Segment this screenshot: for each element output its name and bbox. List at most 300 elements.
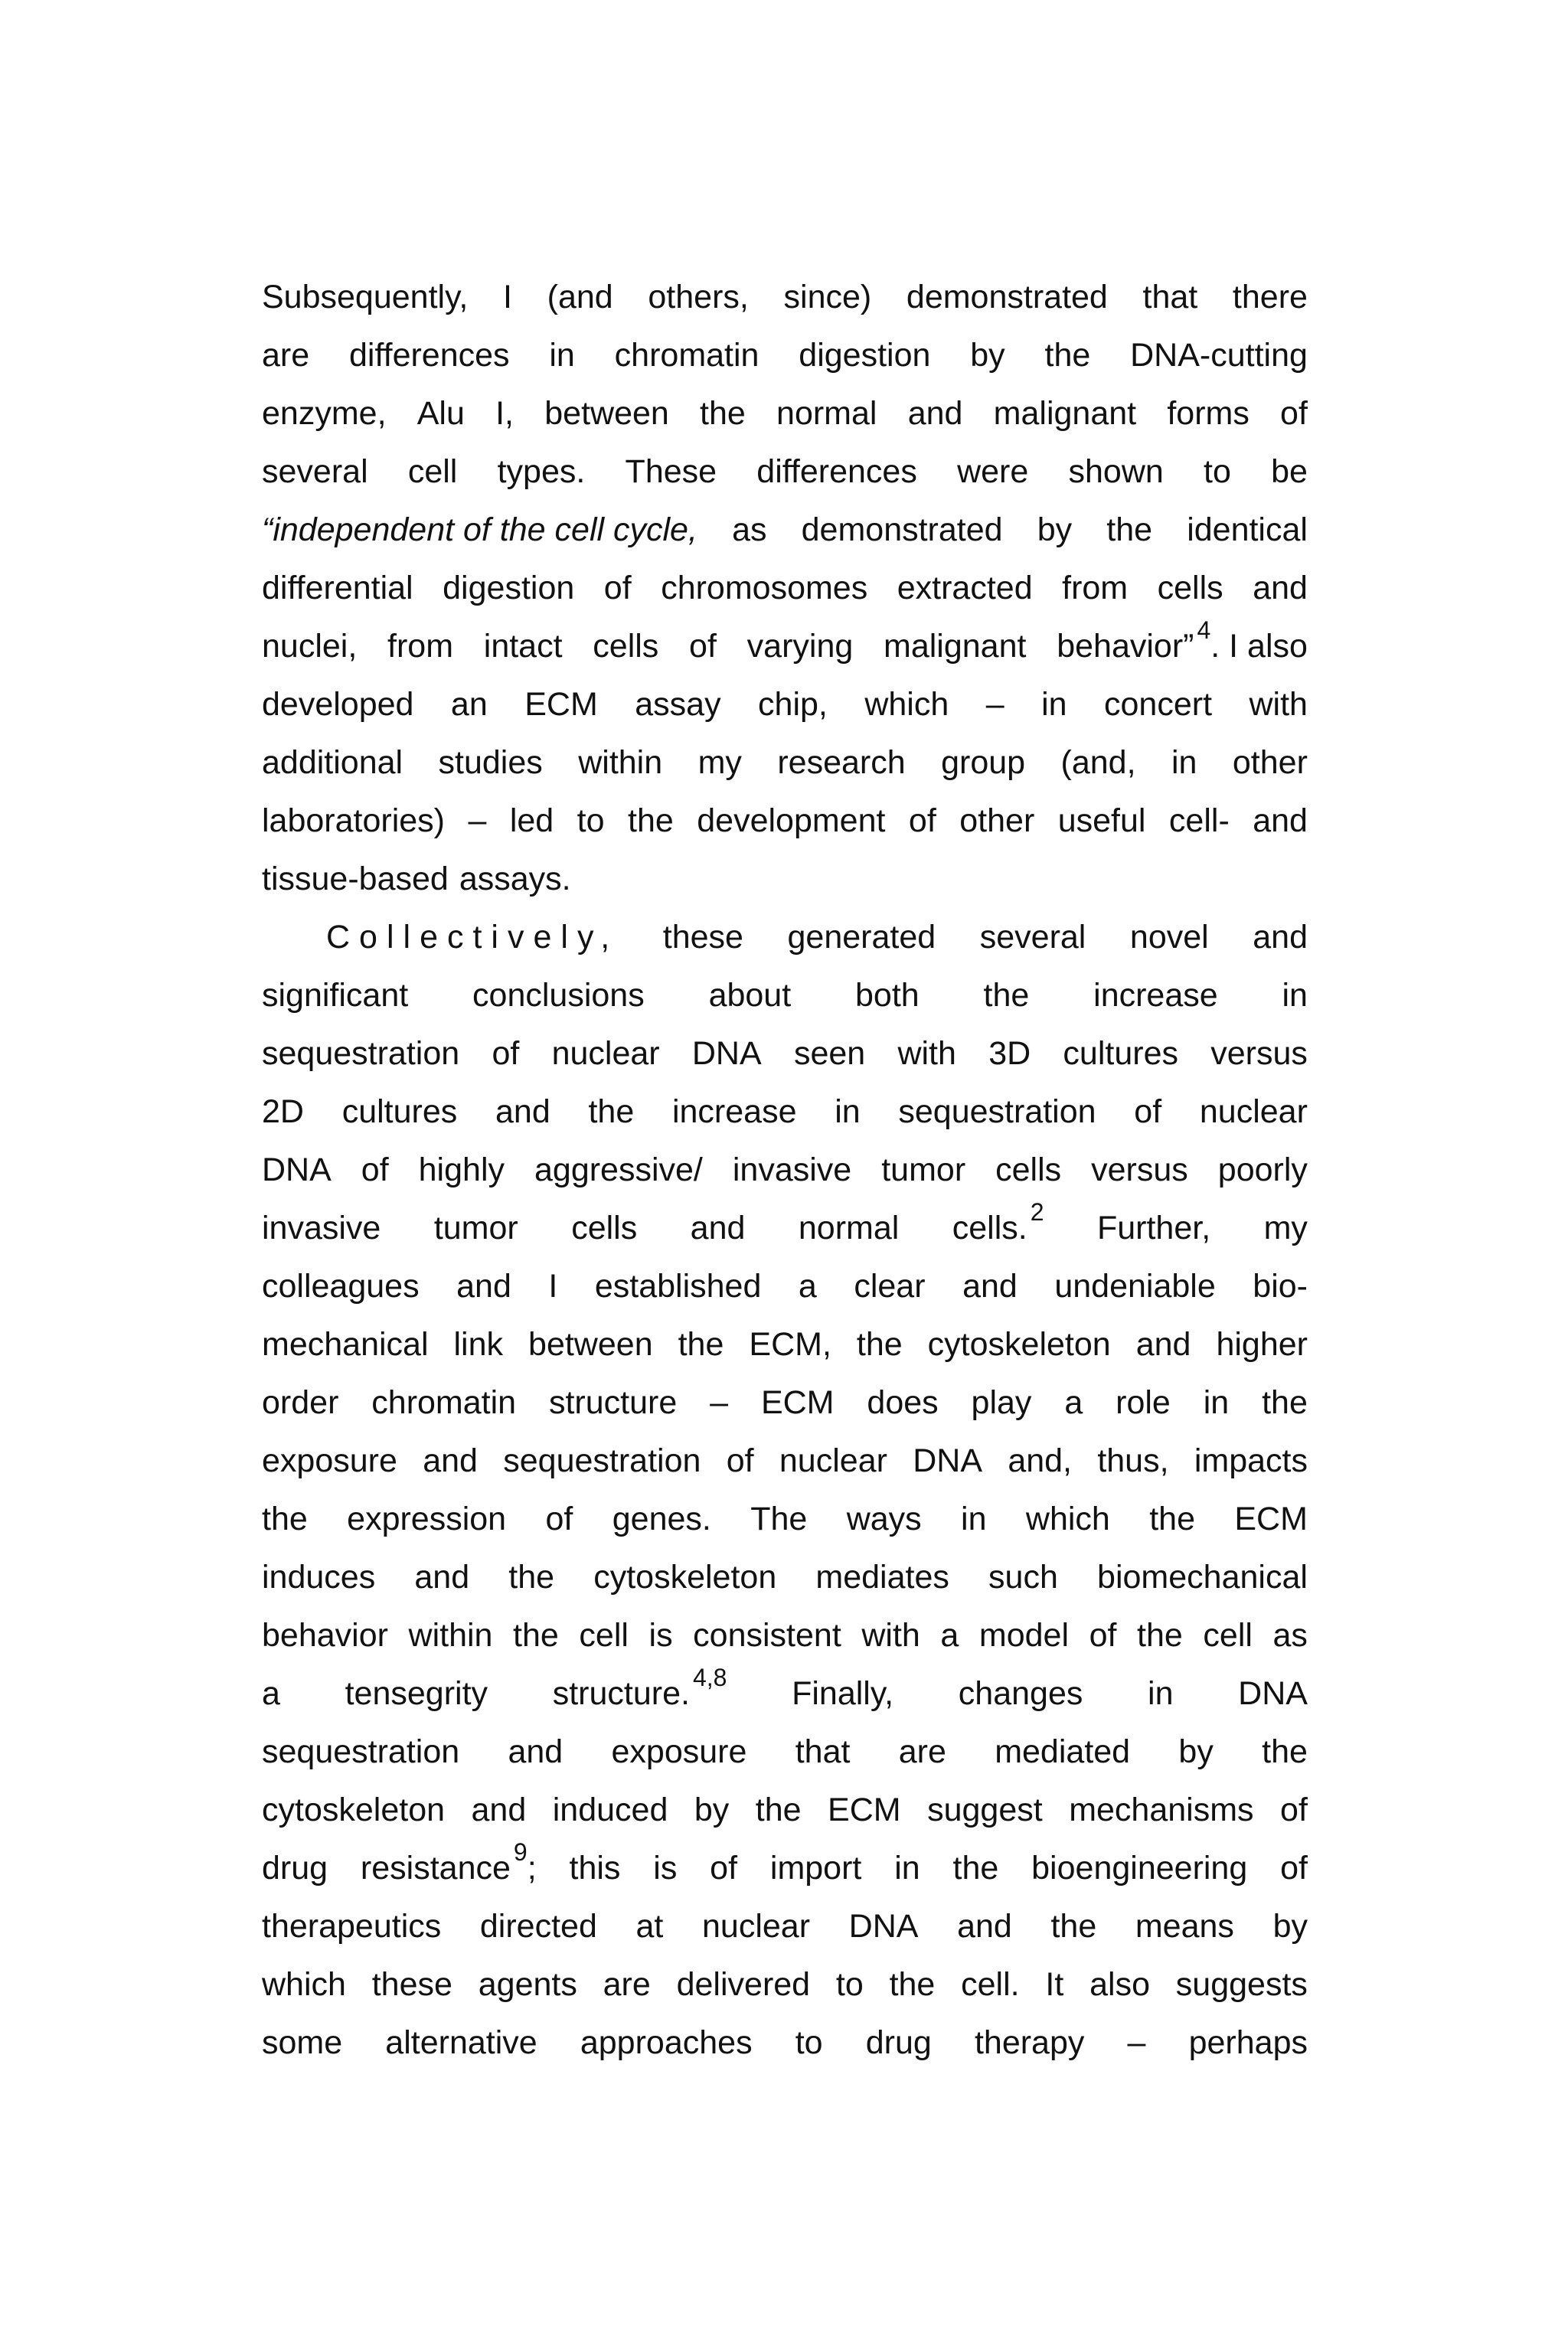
- word: ECM,: [749, 1326, 831, 1363]
- word: the: [1262, 1733, 1308, 1770]
- word: ECM: [1234, 1501, 1308, 1537]
- text-line: [262, 2014, 1308, 2072]
- word: assays.: [459, 861, 571, 897]
- word: shown: [1068, 453, 1164, 490]
- word: of: [603, 570, 632, 606]
- word: development: [697, 802, 886, 839]
- body-text: [262, 268, 1308, 2072]
- text-line: [262, 966, 1308, 1024]
- word: normal: [798, 1210, 900, 1246]
- word: 3D: [988, 1035, 1031, 1072]
- word: enzyme,: [262, 395, 387, 432]
- word: cell: [579, 1617, 629, 1654]
- word: both: [855, 977, 920, 1014]
- word: mediated: [995, 1733, 1131, 1770]
- word: and: [471, 1792, 527, 1828]
- word: ;: [527, 1850, 537, 1886]
- word: sequestration: [262, 1733, 460, 1770]
- word: chromatin: [614, 337, 760, 374]
- word: normal: [776, 395, 877, 432]
- word: assay: [635, 686, 721, 723]
- word: Subsequently,: [262, 279, 469, 315]
- word: nuclear: [1199, 1093, 1308, 1130]
- word: versus: [1091, 1152, 1188, 1188]
- word: and: [1253, 570, 1308, 606]
- word: Collectively,: [326, 919, 619, 956]
- word: other: [959, 802, 1035, 839]
- word: and,: [1008, 1442, 1073, 1479]
- word: in: [549, 337, 575, 374]
- word: Finally,: [792, 1675, 894, 1712]
- word: cells.: [952, 1210, 1027, 1246]
- word: ECM: [760, 1384, 835, 1421]
- word: a: [262, 1675, 280, 1712]
- word: in: [1041, 686, 1067, 723]
- word: –: [1127, 2024, 1146, 2061]
- word: a: [940, 1617, 959, 1654]
- text-line: [262, 559, 1308, 617]
- word: seen: [793, 1035, 866, 1072]
- word: suggest: [927, 1792, 1043, 1828]
- word: cell.: [961, 1966, 1020, 2003]
- word: malignant: [993, 395, 1137, 432]
- word: resistance: [360, 1850, 511, 1886]
- word: in: [1203, 1384, 1230, 1421]
- word: several: [262, 453, 368, 490]
- word: directed: [479, 1908, 597, 1945]
- word: cytoskeleton: [593, 1559, 777, 1596]
- text-line: [262, 1723, 1308, 1781]
- word-with-citation: resistance $^9$ ;: [361, 1839, 537, 1897]
- text-line: [262, 1955, 1308, 2014]
- word: several: [979, 919, 1086, 956]
- word: demonstrated: [906, 279, 1108, 315]
- word-with-citation: structure. $^{4,8}$: [553, 1664, 727, 1723]
- word: and: [1253, 919, 1308, 956]
- word: ECM: [524, 686, 598, 723]
- word: of: [908, 802, 936, 839]
- word: agents: [478, 1966, 577, 2003]
- word: the: [983, 977, 1030, 1014]
- word: nuclear: [702, 1908, 811, 1945]
- word: between: [528, 1326, 653, 1363]
- word: clear: [854, 1268, 926, 1305]
- word: cultures: [1063, 1035, 1178, 1072]
- word: by: [1178, 1733, 1214, 1770]
- word: mechanical: [262, 1326, 429, 1363]
- word: –: [985, 686, 1004, 723]
- word: (and,: [1060, 744, 1136, 781]
- word: my: [697, 744, 742, 781]
- word: induced: [552, 1792, 668, 1828]
- word: with: [1249, 686, 1308, 723]
- word-with-citation: cells. $^2$: [952, 1199, 1044, 1257]
- word: with: [861, 1617, 920, 1654]
- word: from: [387, 628, 454, 665]
- word: in: [1148, 1675, 1174, 1712]
- word: forms: [1167, 395, 1250, 432]
- word: this: [569, 1850, 621, 1886]
- word: varying: [746, 628, 854, 665]
- word: the: [678, 1326, 724, 1363]
- word: structure: [548, 1384, 678, 1421]
- word: as: [732, 511, 767, 548]
- word: 2D: [262, 1093, 304, 1130]
- word: means: [1135, 1908, 1234, 1945]
- word: by: [1272, 1908, 1308, 1945]
- word: of: [545, 1501, 573, 1537]
- text-line: [262, 1781, 1308, 1839]
- word: to: [795, 2024, 823, 2061]
- word: nuclear: [551, 1035, 660, 1072]
- word: cell: [407, 453, 458, 490]
- word: bioengineering: [1031, 1850, 1248, 1886]
- word: The: [750, 1501, 808, 1537]
- word: “independent of the cell cycle,: [262, 511, 697, 548]
- word: the: [1262, 1384, 1308, 1421]
- text-line: [262, 1897, 1308, 1955]
- word: link: [453, 1326, 504, 1363]
- word: DNA: [913, 1442, 983, 1479]
- word: to: [577, 802, 605, 839]
- word: the: [856, 1326, 903, 1363]
- word: that: [1142, 279, 1198, 315]
- word: of: [361, 1152, 389, 1188]
- word: laboratories): [262, 802, 445, 839]
- word: consistent: [693, 1617, 841, 1654]
- word: concert: [1104, 686, 1213, 723]
- text-line: [262, 501, 1308, 559]
- word: It: [1045, 1966, 1064, 2003]
- word: cells: [593, 628, 659, 665]
- word: alternative: [385, 2024, 537, 2061]
- word: invasive: [262, 1210, 381, 1246]
- word: and: [508, 1733, 564, 1770]
- word: cytoskeleton: [927, 1326, 1111, 1363]
- word: therapeutics: [262, 1908, 442, 1945]
- word: play: [971, 1384, 1032, 1421]
- word: a: [798, 1268, 817, 1305]
- word: exposure: [262, 1442, 397, 1479]
- word: suggests: [1175, 1966, 1308, 2003]
- text-line: [262, 1315, 1308, 1374]
- word: the: [1149, 1501, 1195, 1537]
- word: genes.: [612, 1501, 711, 1537]
- word: ways: [846, 1501, 922, 1537]
- word: be: [1271, 453, 1308, 490]
- word: which: [262, 1966, 346, 2003]
- word: Further,: [1096, 1210, 1211, 1246]
- word: my: [1263, 1210, 1308, 1246]
- word: of: [1280, 395, 1308, 432]
- word: and: [690, 1210, 746, 1246]
- word: some: [262, 2024, 343, 2061]
- word: there: [1232, 279, 1308, 315]
- word: biomechanical: [1097, 1559, 1308, 1596]
- word: (and: [547, 279, 613, 315]
- word: the: [628, 802, 674, 839]
- word: cell: [1203, 1617, 1253, 1654]
- word: are: [262, 337, 310, 374]
- word: novel: [1129, 919, 1209, 956]
- word: I: [548, 1268, 558, 1305]
- word: since): [783, 279, 872, 315]
- word: the: [262, 1501, 308, 1537]
- word: I,: [495, 395, 514, 432]
- word: nuclear: [779, 1442, 887, 1479]
- word: these: [662, 919, 743, 956]
- word: exposure: [611, 1733, 747, 1770]
- word: conclusions: [472, 977, 645, 1014]
- word: of: [689, 628, 717, 665]
- word: the: [508, 1559, 555, 1596]
- text-line: [262, 1024, 1308, 1083]
- word: drug: [865, 2024, 932, 2061]
- text-line: [262, 733, 1308, 792]
- word: differences: [348, 337, 510, 374]
- text-line: [262, 443, 1308, 501]
- text-line: [262, 1374, 1308, 1432]
- word: –: [710, 1384, 729, 1421]
- word: to: [1204, 453, 1231, 490]
- word: behavior: [262, 1617, 388, 1654]
- word: behavior”: [1057, 628, 1194, 665]
- word: which: [1025, 1501, 1110, 1537]
- word: and: [1253, 802, 1308, 839]
- word: malignant: [884, 628, 1027, 665]
- word: DNA-cutting: [1130, 337, 1308, 374]
- word: model: [978, 1617, 1070, 1654]
- word: the: [588, 1093, 635, 1130]
- word: and: [423, 1442, 478, 1479]
- word: sequestration: [503, 1442, 701, 1479]
- word: tensegrity: [345, 1675, 488, 1712]
- word: nuclei,: [262, 628, 358, 665]
- word: cells: [995, 1152, 1062, 1188]
- text-line: [262, 675, 1308, 733]
- word: the: [952, 1850, 999, 1886]
- word: of: [1280, 1792, 1308, 1828]
- word: aggressive/: [534, 1152, 703, 1188]
- word: digestion: [443, 570, 575, 606]
- text-line: [262, 792, 1308, 850]
- word: delivered: [676, 1966, 811, 2003]
- word: of: [492, 1035, 520, 1072]
- word: the: [1050, 1908, 1097, 1945]
- text-line: [262, 326, 1308, 384]
- word: about: [708, 977, 792, 1014]
- text-line: [262, 1432, 1308, 1490]
- word: DNA: [262, 1152, 332, 1188]
- word: demonstrated: [801, 511, 1003, 548]
- word: chip,: [758, 686, 828, 723]
- word: tumor: [433, 1210, 518, 1246]
- word: these: [371, 1966, 452, 2003]
- word: the: [889, 1966, 936, 2003]
- word: in: [1171, 744, 1197, 781]
- word: does: [867, 1384, 939, 1421]
- word-with-citation: behavior” $^4$ . I also: [1057, 617, 1308, 675]
- text-line: [262, 1548, 1308, 1606]
- word: I: [503, 279, 512, 315]
- word: also: [1089, 1966, 1150, 2003]
- word: –: [468, 802, 487, 839]
- word: role: [1116, 1384, 1171, 1421]
- word: higher: [1216, 1326, 1308, 1363]
- word: invasive: [732, 1152, 852, 1188]
- text-line: [262, 1606, 1308, 1664]
- word: therapy: [974, 2024, 1085, 2061]
- word: ECM: [828, 1792, 901, 1828]
- text-line: [262, 1257, 1308, 1315]
- word: the: [1106, 511, 1153, 548]
- word: bio-: [1253, 1268, 1308, 1305]
- word: within: [578, 744, 663, 781]
- word: induces: [262, 1559, 376, 1596]
- word: approaches: [580, 2024, 753, 2061]
- word: perhaps: [1188, 2024, 1308, 2061]
- word: and: [1135, 1326, 1191, 1363]
- word: identical: [1187, 511, 1308, 548]
- word: cells: [571, 1210, 638, 1246]
- word: differential: [262, 570, 413, 606]
- word: undeniable: [1054, 1268, 1216, 1305]
- word: is: [648, 1617, 673, 1654]
- word: sequestration: [898, 1093, 1096, 1130]
- word: increase: [1093, 977, 1218, 1014]
- word: developed: [262, 686, 414, 723]
- word: mechanisms: [1069, 1792, 1254, 1828]
- word: of: [1089, 1617, 1117, 1654]
- word: DNA: [1238, 1675, 1308, 1712]
- word: tissue-based: [262, 861, 449, 897]
- word: sequestration: [262, 1035, 460, 1072]
- word: others,: [648, 279, 749, 315]
- word: within: [408, 1617, 493, 1654]
- word: types.: [497, 453, 586, 490]
- word: and: [456, 1268, 511, 1305]
- text-line: [262, 1083, 1308, 1141]
- word: chromosomes: [661, 570, 868, 606]
- text-line: [262, 1141, 1308, 1199]
- text-line: [262, 617, 1308, 675]
- word: differences: [756, 453, 917, 490]
- word: chromatin: [371, 1384, 517, 1421]
- word: DNA: [691, 1035, 762, 1072]
- word: cell-: [1168, 802, 1230, 839]
- word: and: [907, 395, 963, 432]
- word: of: [1134, 1093, 1162, 1130]
- word: a: [1064, 1384, 1083, 1421]
- word: These: [625, 453, 717, 490]
- word: extracted: [897, 570, 1033, 606]
- word: in: [835, 1093, 861, 1130]
- text-line: [262, 1839, 1308, 1897]
- word: impacts: [1194, 1442, 1308, 1479]
- word: tumor: [881, 1152, 966, 1188]
- word: Alu: [416, 395, 465, 432]
- word: import: [769, 1850, 862, 1886]
- word: order: [262, 1384, 339, 1421]
- word: were: [957, 453, 1029, 490]
- word: colleagues: [262, 1268, 420, 1305]
- word: expression: [347, 1501, 507, 1537]
- word: the: [1044, 337, 1091, 374]
- word: of: [1280, 1850, 1308, 1886]
- word: that: [795, 1733, 851, 1770]
- word: led: [509, 802, 554, 839]
- word: and: [414, 1559, 470, 1596]
- text-line: [262, 908, 1308, 966]
- word: as: [1272, 1617, 1308, 1654]
- word: at: [635, 1908, 664, 1945]
- word: by: [1037, 511, 1073, 548]
- text-line: [262, 268, 1308, 326]
- text-line: [262, 384, 1308, 443]
- word: with: [897, 1035, 956, 1072]
- word: between: [544, 395, 669, 432]
- word: other: [1232, 744, 1308, 781]
- word: generated: [787, 919, 936, 956]
- word: . I also: [1210, 628, 1308, 665]
- word: group: [941, 744, 1026, 781]
- text-line: [262, 850, 1308, 908]
- word: cytoskeleton: [262, 1792, 446, 1828]
- word: changes: [958, 1675, 1083, 1712]
- word: the: [700, 395, 746, 432]
- word: structure.: [552, 1675, 690, 1712]
- word: are: [898, 1733, 946, 1770]
- word: highly: [418, 1152, 505, 1188]
- word: established: [594, 1268, 762, 1305]
- word: and: [957, 1908, 1012, 1945]
- word: an: [450, 686, 488, 723]
- word: increase: [671, 1093, 797, 1130]
- word: the: [755, 1792, 802, 1828]
- word: research: [777, 744, 906, 781]
- word: from: [1062, 570, 1129, 606]
- word: are: [603, 1966, 651, 2003]
- word: poorly: [1217, 1152, 1308, 1188]
- word: by: [694, 1792, 730, 1828]
- word: the: [513, 1617, 559, 1654]
- word: intact: [483, 628, 563, 665]
- word: and: [495, 1093, 550, 1130]
- word: and: [962, 1268, 1018, 1305]
- word: which: [864, 686, 949, 723]
- word: such: [988, 1559, 1058, 1596]
- word: cultures: [341, 1093, 458, 1130]
- word: drug: [262, 1850, 328, 1886]
- word: to: [835, 1966, 864, 2003]
- word: significant: [262, 977, 409, 1014]
- word: by: [970, 337, 1005, 374]
- text-line: [262, 1490, 1308, 1548]
- word: in: [894, 1850, 920, 1886]
- word: additional: [262, 744, 403, 781]
- word: thus,: [1097, 1442, 1169, 1479]
- word: in: [1282, 977, 1308, 1014]
- word: of: [726, 1442, 754, 1479]
- word: digestion: [799, 337, 931, 374]
- word: versus: [1210, 1035, 1308, 1072]
- word: useful: [1057, 802, 1146, 839]
- word: cells: [1157, 570, 1223, 606]
- word: in: [961, 1501, 987, 1537]
- word: is: [653, 1850, 678, 1886]
- word: mediates: [815, 1559, 949, 1596]
- word: studies: [438, 744, 543, 781]
